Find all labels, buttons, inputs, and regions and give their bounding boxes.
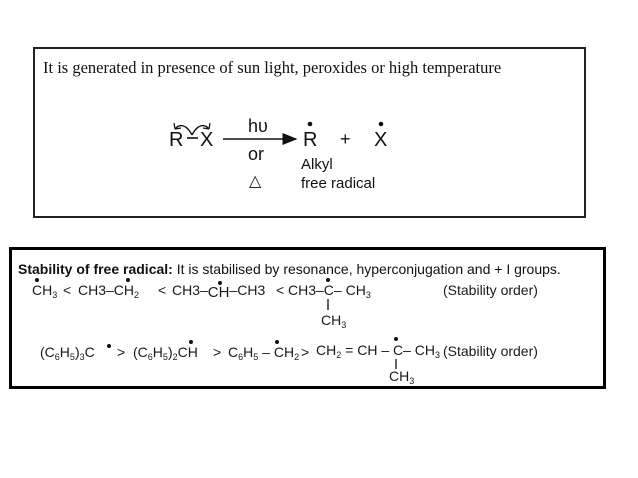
stability-order-label-1: (Stability order) — [443, 282, 538, 298]
heat-triangle: △ — [249, 173, 262, 190]
tert-butyl-methyl: $CH_3$ — [321, 312, 347, 330]
product-r: R — [303, 129, 318, 151]
stability-row-2 — [40, 337, 538, 386]
radical-dot-r — [308, 122, 313, 127]
condition-or: or — [248, 144, 265, 164]
greater-than-3: > — [301, 344, 310, 360]
stability-order-formulas — [12, 250, 609, 392]
stability-heading: Stability of free radical: — [18, 261, 173, 277]
stability-box — [9, 247, 606, 389]
product-label-alkyl: Alkyl — [301, 156, 333, 173]
ethyl-radical: $CH3-CH_2$ — [78, 282, 140, 300]
stability-order-label-2: (Stability order) — [443, 343, 538, 359]
less-than-1: < — [63, 282, 72, 298]
triphenylmethyl-radical: $(C_6H_5)_3C$ — [40, 344, 95, 362]
less-than-2: < — [158, 282, 167, 298]
radical-generation-reaction — [35, 49, 588, 220]
allyl-methyl: $CH_3$ — [389, 368, 415, 386]
product-x: X — [374, 129, 388, 151]
stability-description: It is stabilised by resonance, hyperconjugation and + I groups. — [176, 261, 561, 277]
greater-than-1: > — [117, 344, 126, 360]
condition-hv: hυ — [248, 116, 268, 136]
less-than-3: < — [276, 282, 285, 298]
isopropyl-radical: CH3–CH–CH3 — [172, 282, 266, 301]
methyl-radical: $CH_3$ — [32, 282, 58, 300]
greater-than-2: > — [213, 344, 222, 360]
radical-dot-x — [379, 122, 384, 127]
diphenylmethyl-radical: $(C_6H_5)_2CH$ — [133, 344, 198, 362]
benzyl-radical: $C_6H_5 - CH_2$ — [228, 344, 300, 362]
tert-butyl-radical: CH3–C– $CH_3$ — [288, 282, 371, 300]
generation-text: It is generated in presence of sun light, peroxides or high temperature — [43, 58, 502, 77]
reactant-x: X — [200, 129, 214, 151]
product-label-free-radical: free radical — [301, 175, 376, 192]
allyl-radical: $CH_2$ = CH – C– $CH_3$ — [316, 342, 441, 360]
plus-sign: + — [340, 129, 351, 149]
generation-box — [33, 47, 586, 218]
reactant-r: R — [169, 129, 184, 151]
stability-row-1 — [32, 278, 538, 330]
